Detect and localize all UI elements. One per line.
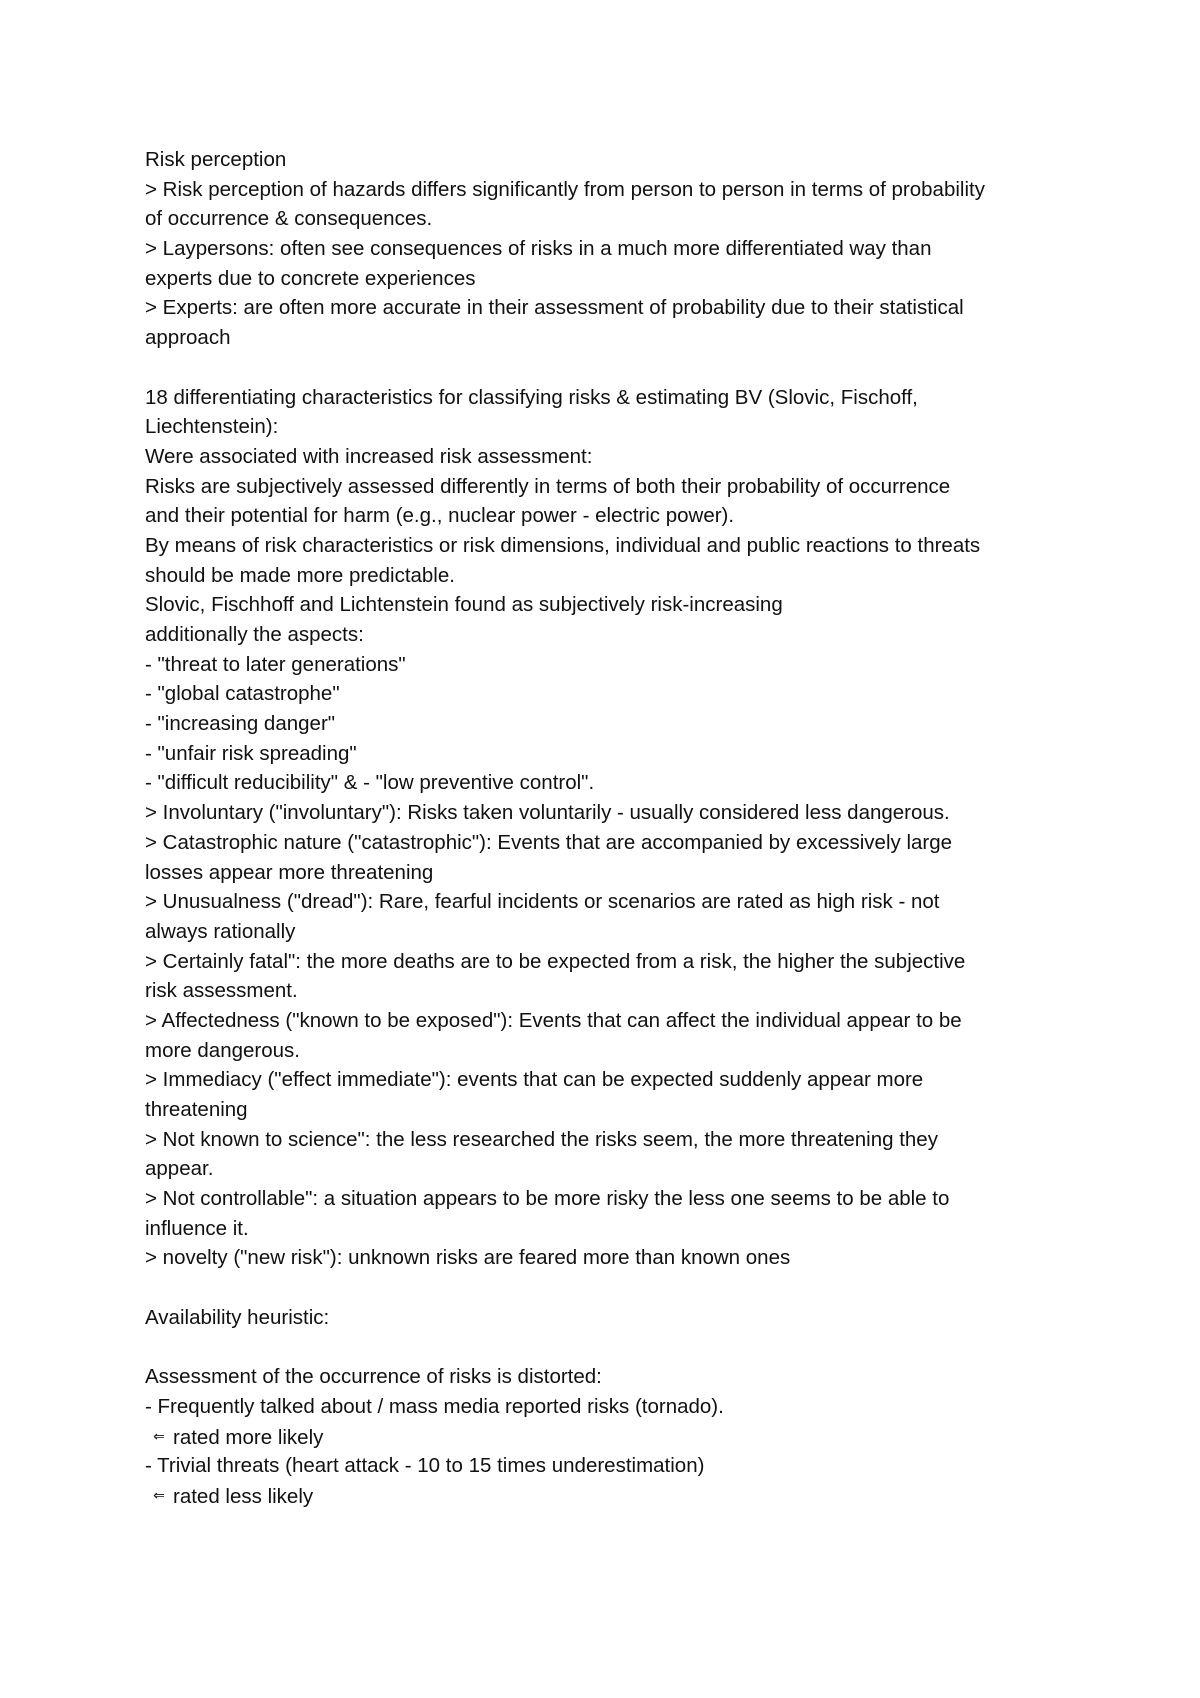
left-arrow-icon: ⇐ (153, 1427, 165, 1444)
text-line: - Trivial threats (heart attack - 10 to 15 times underestimation) (145, 1454, 705, 1478)
left-arrow-icon: ⇐ (153, 1486, 165, 1503)
text-line: - "threat to later generations" (145, 652, 406, 676)
text-line: > Catastrophic nature ("catastrophic"): Events that are accompanied by excessively large (145, 830, 953, 854)
text-line: and their potential for harm (e.g., nuclear power - electric power). (145, 504, 735, 528)
text-line: Liechtenstein): (145, 415, 279, 439)
blank-line (145, 353, 1095, 383)
text-line: Risks are subjectively assessed differently in terms of both their probability of occurrence (145, 474, 951, 498)
text-line: 18 differentiating characteristics for classifying risks & estimating BV (Slovic, Fischoff, (145, 385, 918, 409)
text-line: Assessment of the occurrence of risks is distorted: (145, 1365, 602, 1389)
text-line: > Involuntary ("involuntary"): Risks taken voluntarily - usually considered less dangerous. (145, 801, 950, 825)
text-line: - "global catastrophe" (145, 682, 340, 706)
text-line: Availability heuristic: (145, 1305, 330, 1329)
text-line: losses appear more threatening (145, 860, 434, 884)
text-line: - "difficult reducibility" & - "low preventive control". (145, 771, 595, 795)
text-line: Slovic, Fischhoff and Lichtenstein found as subjectively risk-increasing (145, 593, 783, 617)
arrow-line (145, 1481, 1095, 1511)
document-page (145, 145, 1095, 1511)
text-line: risk assessment. (145, 979, 298, 1003)
arrow-line (145, 1422, 1095, 1452)
text-line: > Not known to science": the less researched the risks seem, the more threatening they (145, 1127, 938, 1151)
text-line: By means of risk characteristics or risk dimensions, individual and public reactions to threats (145, 533, 981, 557)
text-line: > Immediacy ("effect immediate"): events that can be expected suddenly appear more (145, 1068, 924, 1092)
text-line: of occurrence & consequences. (145, 207, 433, 231)
blank-line (145, 1333, 1095, 1363)
text-line: > Unusualness ("dread"): Rare, fearful incidents or scenarios are rated as high risk - not (145, 890, 940, 914)
text-line: > Certainly fatal": the more deaths are to be expected from a risk, the higher the subjective (145, 949, 966, 973)
text-line: > Not controllable": a situation appears to be more risky the less one seems to be able to (145, 1187, 950, 1211)
text-line: Were associated with increased risk assessment: (145, 444, 593, 468)
text-line: > Experts: are often more accurate in their assessment of probability due to their statistical (145, 296, 964, 320)
text-line: > novelty ("new risk"): unknown risks are feared more than known ones (145, 1246, 791, 1270)
text-line: > Affectedness ("known to be exposed"): Events that can affect the individual appear to be (145, 1008, 962, 1032)
arrow-line-text: rated less likely (173, 1484, 314, 1508)
text-line: > Risk perception of hazards differs significantly from person to person in terms of probability (145, 177, 985, 201)
arrow-line-text: rated more likely (173, 1425, 324, 1449)
text-line: approach (145, 326, 231, 350)
text-line: threatening (145, 1098, 248, 1121)
text-line: - "unfair risk spreading" (145, 741, 357, 765)
text-line: appear. (145, 1157, 214, 1181)
text-line: influence it. (145, 1216, 249, 1240)
text-line: always rationally (145, 919, 296, 943)
text-line: additionally the aspects: (145, 623, 364, 646)
text-line: - "increasing danger" (145, 712, 336, 736)
text-line: - Frequently talked about / mass media reported risks (tornado). (145, 1394, 724, 1418)
text-line: should be made more predictable. (145, 563, 455, 587)
text-line: experts due to concrete experiences (145, 266, 476, 290)
text-line: more dangerous. (145, 1038, 300, 1062)
text-line: > Laypersons: often see consequences of risks in a much more differentiated way than (145, 237, 932, 261)
text-line: Risk perception (145, 148, 287, 171)
blank-line (145, 1273, 1095, 1303)
